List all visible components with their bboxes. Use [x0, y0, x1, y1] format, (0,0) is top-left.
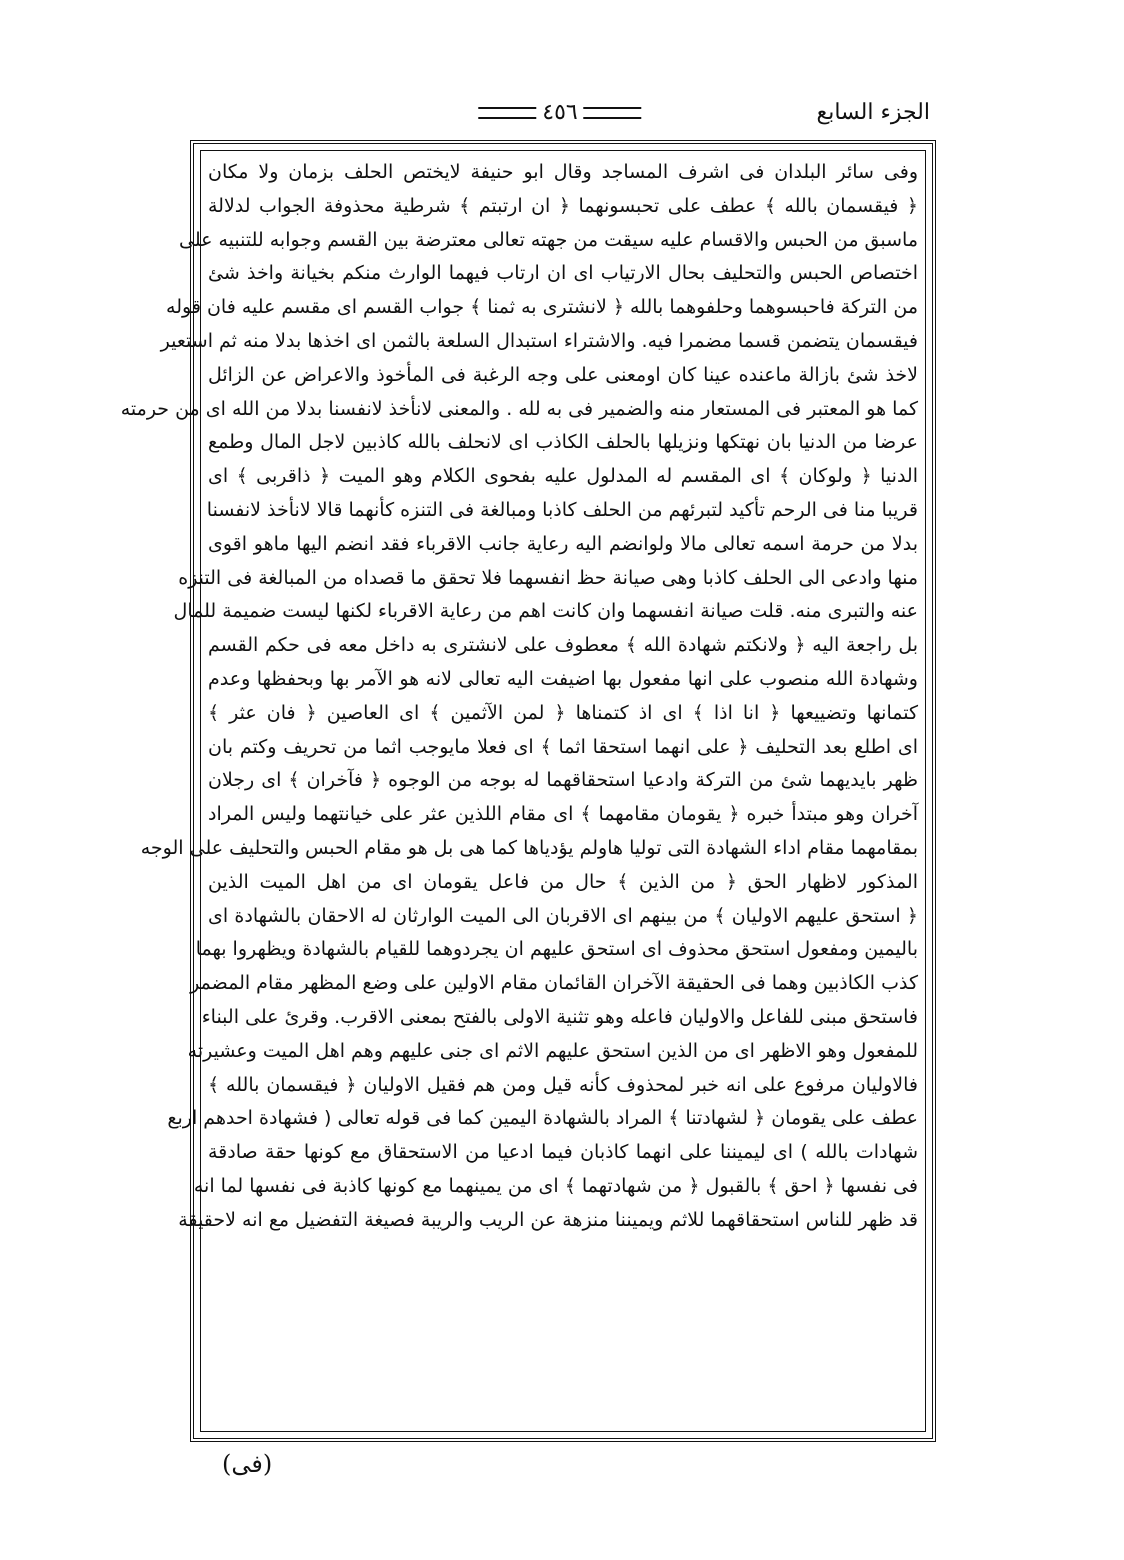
text-line: ماسبق من الحبس والاقسام عليه سيقت من جهته تعالى معترضة بين القسم وجوابه للتنبيه على — [178, 228, 918, 251]
body-text — [120, 156, 918, 1428]
text-line: المذكور لاظهار الحق ﴿ من الذين ﴾ حال من فاعل يقومان اى من اهل الميت الذين — [208, 870, 918, 893]
text-line: كتمانها وتضييعها ﴿ انا اذا ﴾ اى اذ كتمناها ﴿ لمن الآثمين ﴾ اى العاصين ﴿ فان عثر ﴾ — [208, 701, 918, 724]
text-line: فاستحق مبنى للفاعل والاوليان فاعله وهو تثنية الاولى بالفتح بمعنى الاقرب. وقرئ على البناء — [201, 1005, 918, 1028]
page-number — [472, 100, 647, 125]
page-number-value: ٤٥٦ — [542, 100, 578, 125]
ornament-right-icon — [584, 107, 642, 119]
text-line: من التركة فاحبسوهما وحلفوهما بالله ﴿ لانشترى به ثمنا ﴾ جواب القسم اى مقسم عليه فان قوله — [166, 296, 918, 319]
text-line: كما هو المعتبر فى المستعار منه والضمير فى به لله . والمعنى لانأخذ لانفسنا بدلا من الله اى من حرمته — [120, 397, 918, 420]
text-line: وشهادة الله منصوب على انها مفعول بها اضيفت اليه تعالى لانه هو الآمر بها وبحفظها وعدم — [208, 667, 918, 690]
text-line: قد ظهر للناس استحقاقهما للاثم ويميننا منزهة عن الريب والريبة فصيغة التفضيل مع انه لاحقيقة — [178, 1208, 918, 1231]
page-header — [190, 100, 930, 140]
text-line: منها وادعى الى الحلف كاذبا وهى صيانة حظ انفسهما فلا تحقق ما قصداه من المبالغة فى التنزه — [178, 566, 918, 589]
running-head-juz: الجزء السابع — [816, 100, 930, 125]
ornament-left-icon — [478, 107, 536, 119]
text-line: عرضا من الدنيا بان نهتكها ونزيلها بالحلف الكاذب اى لانحلف بالله كاذبين لاجل المال وطمع — [208, 431, 918, 454]
text-line: الدنيا ﴿ ولوكان ﴾ اى المقسم له المدلول عليه بفحوى الكلام وهو الميت ﴿ ذاقربى ﴾ اى — [208, 465, 918, 488]
text-line: لاخذ شئ بازالة ماعنده عينا كان اومعنى على وجه الرغبة فى المأخوذ والاعراض عن الزائل — [208, 363, 918, 386]
text-line: كذب الكاذبين وهما فى الحقيقة الآخران القائمان مقام الاولين على وضع المظهر مقام المضمر — [190, 972, 918, 995]
text-line: للمفعول وهو الاظهر اى من الذين استحق عليهم الاثم اى جنى عليهم وهم اهل الميت وعشيرته — [187, 1039, 918, 1062]
text-line: فى نفسها ﴿ احق ﴾ بالقبول ﴿ من شهادتهما ﴾ اى من يمينهما مع كونها كاذبة فى نفسها لما انه — [193, 1174, 918, 1197]
text-line: وفى سائر البلدان فى اشرف المساجد وقال ابو حنيفة لايختص الحلف بزمان ولا مكان — [208, 161, 918, 183]
text-line: اختصاص الحبس والتحليف بحال الارتياب اى ان ارتاب فيهما الوارث منكم بخيانة واخذ شئ — [208, 262, 918, 285]
text-line: عطف على يقومان ﴿ لشهادتنا ﴾ المراد بالشهادة اليمين كما فى قوله تعالى ( فشهادة احدهم اربع — [167, 1107, 918, 1130]
text-line: شهادات بالله ) اى ليميننا على انهما كاذبان فيما ادعيا من الاستحقاق مع كونها حقة صادقة — [208, 1141, 918, 1164]
catchword: (فى) — [222, 1450, 273, 1478]
text-line: فالاوليان مرفوع على انه خبر لمحذوف كأنه قيل ومن هم فقيل الاوليان ﴿ فيقسمان بالله ﴾ — [208, 1073, 918, 1096]
text-line: ﴿ استحق عليهم الاوليان ﴾ من بينهم اى الاقربان الى الميت الوارثان له الاحقان بالشهادة اى — [208, 904, 918, 927]
text-line: آخران وهو مبتدأ خبره ﴿ يقومان مقامهما ﴾ اى مقام اللذين عثر على خيانتهما وليس المراد — [208, 803, 918, 826]
text-line: فيقسمان يتضمن قسما مضمرا فيه. والاشتراء استبدال السلعة بالثمن اى اخذها بدلا منه ثم استعير — [160, 329, 918, 352]
text-line: عنه والتبرى منه. قلت صيانة انفسهما وان كانت اهم من رعاية الاقرباء لكنها ليست ضميمة للمال — [173, 600, 918, 623]
text-line: قريبا منا فى الرحم تأكيد لتبرئهم من الحلف كاذبا ومبالغة فى التنزه كأنهما قالا لانأخذ لانفسنا — [206, 498, 918, 521]
text-line: بدلا من حرمة اسمه تعالى مالا ولوانضم اليه رعاية جانب الاقرباء فقد انضم اليها ماهو اقوى — [208, 532, 918, 555]
text-line: بل راجعة اليه ﴿ ولانكتم شهادة الله ﴾ معطوف على لانشترى به داخل معه فى حكم القسم — [208, 634, 918, 657]
text-line: ﴿ فيقسمان بالله ﴾ عطف على تحبسونهما ﴿ ان ارتبتم ﴾ شرطية محذوفة الجواب لدلالة — [208, 194, 918, 217]
text-line: اى اطلع بعد التحليف ﴿ على انهما استحقا اثما ﴾ اى فعلا مايوجب اثما من تحريف وكتم بان — [208, 735, 918, 758]
text-line: بمقامهما مقام اداء الشهادة التى توليا هاولم يؤدياها كما هى بل هو مقام الحبس والتحليف على الوجه — [140, 836, 918, 859]
text-frame — [120, 140, 936, 1442]
text-line: باليمين ومفعول استحق محذوف اى استحق عليهم ان يجردوهما للقيام بالشهادة ويظهروا بهما — [195, 938, 918, 961]
text-line: ظهر بايديهما شئ من التركة وادعيا استحقاقهما له بوجه من الوجوه ﴿ فآخران ﴾ اى رجلان — [208, 769, 918, 792]
